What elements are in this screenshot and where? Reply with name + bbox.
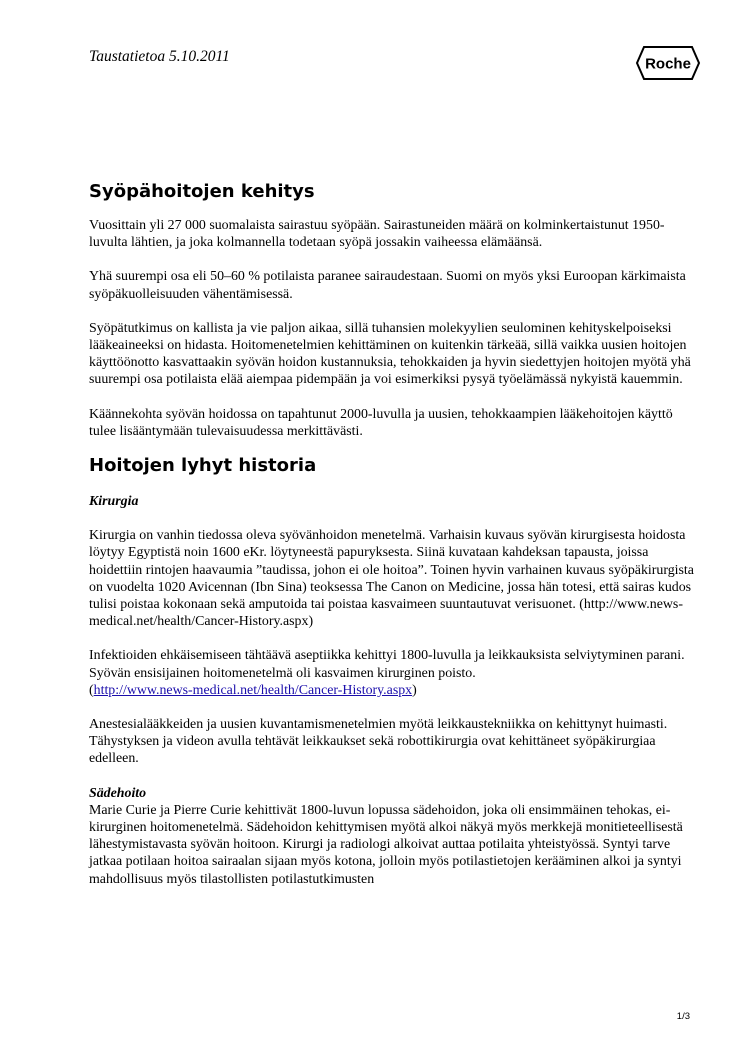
paragraph: Käännekohta syövän hoidossa on tapahtunut 2000-luvulla ja uusien, tehokkaampien lääkehoitojen käyttö tulee lisääntymään tulevaisuudessa merkittävästi. [89,406,673,439]
source-link[interactable]: http://www.news-medical.net/health/Cancer-History.aspx [93,682,413,698]
subheading-kirurgia: Kirurgia [89,494,139,510]
paragraph: Yhä suurempi osa eli 50–60 % potilaista paranee sairaudestaan. Suomi on myös yksi Euroopan kärkimaista syöpäkuolleisuuden vähentämisessä. [89,269,686,302]
subheading-sadehoito: Sädehoito [89,785,147,801]
page-number: 1/3 [676,1011,690,1022]
roche-logo-text: Roche [645,55,691,73]
paragraph: Marie Curie ja Pierre Curie kehittivät 1800-luvun lopussa sädehoidon, joka oli ensimmäinen tehokas, ei-kirurginen hoitomenetelmä. Sädehoidon kehittymisen myötä alkoi näkyä myös merkkejä monitieteellisestä lähestymistavasta syövän hoitoon. Kirurgi ja radiologi alkoivat auttaa potilaita yhteistyössä. Syntyi tarve jatkaa potilaan hoitoa sairaalan sijaan myös kotona, jolloin myös potilastietojen kerääminen alkoi ja syntyi mahdollisuus myös tilastollisten potilastutkimusten [89,802,683,887]
paragraph: Anestesialääkkeiden ja uusien kuvantamismenetelmien myötä leikkaustekniikka on kehittynyt huimasti. Tähystyksen ja videon avulla tehtävät leikkaukset sekä robottikirurgia ovat kehittäneet syöpäkirurgiaa edelleen. [89,717,668,767]
roche-logo-icon [635,45,701,81]
paren-open: ( [89,682,94,698]
paren-close: ) [412,682,417,698]
paragraph: Syöpätutkimus on kallista ja vie paljon aikaa, sillä tuhansien molekyylien seulominen kehityskelpoiseksi lääkeaineeksi on hidasta. Hoitomenetelmien kehittäminen on kuitenkin tärkeää, sillä vaikka uusien hoitojen käyttöönotto kasvattaakin syövän hoidon kustannuksia, tehokkaiden ja hyvin siedettyjen hoitojen myötä yhä suurempi osa potilaista elää aiempaa pidempään ja voi esimerkiksi pysyä työelämässä nykyistä kauemmin. [89,320,691,388]
paragraph [89,647,699,699]
section-title-history: Hoitojen lyhyt historia [89,455,317,477]
document-date-label: Taustatietoa 5.10.2011 [89,48,230,65]
paragraph: Kirurgia on vanhin tiedossa oleva syövänhoidon menetelmä. Varhaisin kuvaus syövän kirurgisesta hoidosta löytyy Egyptistä noin 1600 eKr. löytyneestä papuryksesta. Siinä kuvataan kahdeksan tapausta, joissa hoidettiin rintojen haavaumia ”taudissa, johon ei ole hoitoa”. Toinen hyvin varhainen kuvaus syöpäkirurgista on vuodelta 1020 Avicennan (Ibn Sina) teoksessa The Canon on Medicine, jossa hän totesi, että sairas kudos tulisi poistaa kokonaan sekä amputoida tai poistaa kasvaimeen suuntautuvat verisuonet. (http://www.news-medical.net/health/Cancer-History.aspx) [89,528,694,630]
paragraph: Vuosittain yli 27 000 suomalaista sairastuu syöpään. Sairastuneiden määrä on kolminkertaistunut 1950-luvulta lähtien, ja joka kolmannella todetaan syöpä jossakin vaiheessa elämäänsä. [89,218,665,251]
section-title-development: Syöpähoitojen kehitys [89,181,315,202]
roche-logo [635,45,701,81]
document-body [89,180,699,888]
paragraph-text: Infektioiden ehkäisemiseen tähtäävä aseptiikka kehittyi 1800-luvulla ja leikkauksista selviytyminen parani. Syövän ensisijainen hoitomenetelmä oli kasvaimen kirurginen poisto. [89,648,685,681]
